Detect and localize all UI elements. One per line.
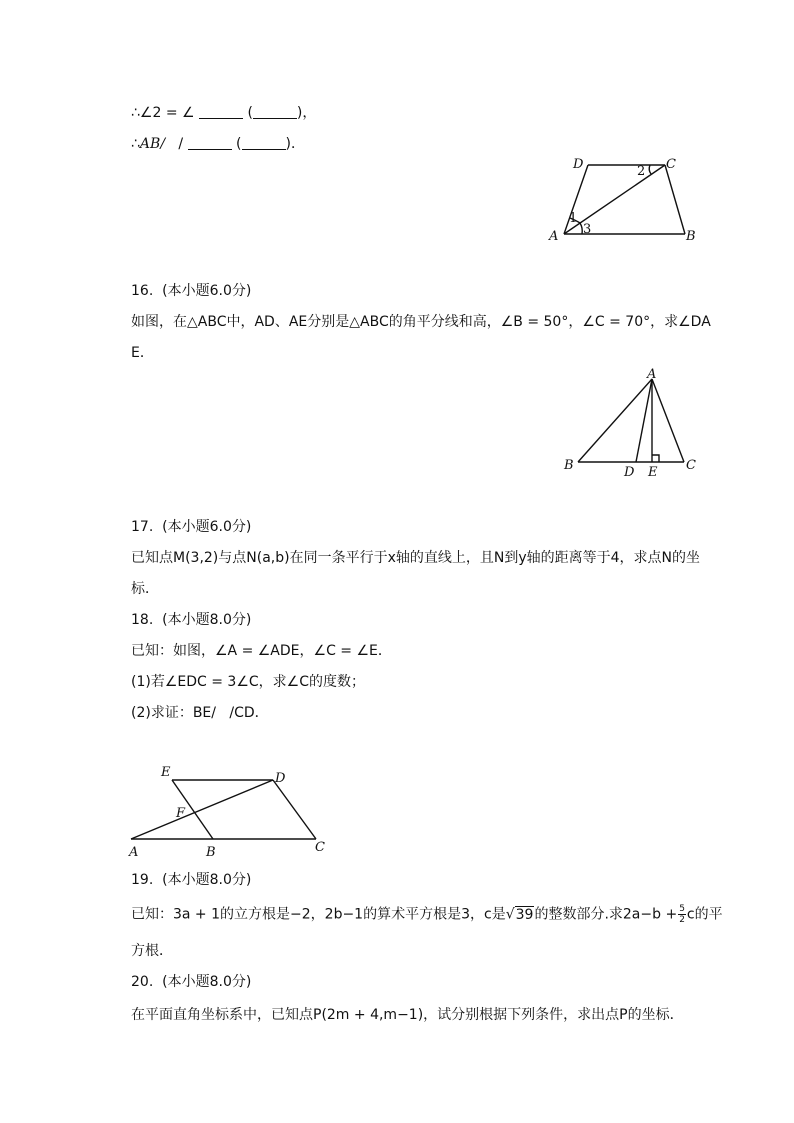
label-c: C [666, 157, 676, 172]
angle-label-1: 1 [569, 211, 578, 226]
paren-open: ( [236, 136, 242, 152]
q20-header: 20. (本小题8.0分) [131, 974, 252, 990]
ab-label: AB/ [139, 136, 166, 152]
q19-header: 19. (本小题8.0分) [131, 872, 252, 888]
label-d: D [624, 465, 635, 480]
slash: / [178, 136, 184, 152]
label-f: F [176, 806, 186, 821]
label-a: A [549, 229, 559, 244]
q15-line-1-prefix: ∴∠2 = ∠ [131, 105, 195, 121]
paren-close: )． [285, 136, 305, 152]
q18-text-3: (2)求证：BE/ /CD． [131, 705, 269, 721]
label-b: B [564, 458, 574, 473]
label-c: C [686, 458, 696, 473]
q19-text-a: 已知：3a + 1的立方根是−2，2b−1的算术平方根是3，c是 [131, 906, 506, 923]
fraction [678, 904, 686, 925]
sqrt-symbol: √ [505, 906, 515, 923]
label-e: E [161, 765, 171, 780]
q16-text-1: 如图，在△ABC中，AD、AE分别是△ABC的角平分线和高，∠B = 50°，∠C = 70°，求∠DA [131, 314, 711, 330]
paren-close: )， [296, 105, 317, 121]
label-a: A [647, 367, 657, 382]
label-a: A [129, 845, 139, 860]
q19-text-b: 的整数部分.求2a−b + [534, 906, 678, 923]
q18-header: 18. (本小题8.0分) [131, 612, 252, 628]
q16-text-2: E． [131, 345, 154, 361]
q20-text-1: 在平面直角坐标系中，已知点P(2m + 4,m−1)，试分别根据下列条件，求出点P的坐标． [131, 1007, 684, 1023]
label-b: B [206, 845, 216, 860]
q16-header: 16. (本小题6.0分) [131, 283, 252, 299]
label-b: B [686, 229, 696, 244]
angle-label-2: 2 [637, 164, 646, 179]
label-e: E [648, 465, 658, 480]
q18-text-2: (1)若∠EDC = 3∠C，求∠C的度数； [131, 674, 365, 690]
q17-text-2: 标． [131, 581, 159, 597]
fraction-denominator: 2 [679, 915, 685, 925]
segment-ad [131, 780, 273, 839]
q19-text-c: c的平 [686, 906, 723, 923]
sqrt-radicand: 39 [515, 906, 534, 923]
label-c: C [315, 840, 325, 855]
q17-text-1: 已知点M(3,2)与点N(a,b)在同一条平行于x轴的直线上，且N到y轴的距离等于4，求点N的坐 [131, 550, 701, 566]
q17-header: 17. (本小题6.0分) [131, 519, 252, 535]
label-d: D [573, 157, 584, 172]
paren-open: ( [247, 105, 253, 121]
q19-text-1 [131, 904, 723, 925]
segment-cd [273, 780, 316, 839]
q18-text-1: 已知：如图，∠A = ∠ADE，∠C = ∠E． [131, 643, 392, 659]
fraction-numerator: 5 [679, 904, 685, 914]
label-d: D [275, 771, 286, 786]
q19-text-2: 方根． [131, 943, 173, 959]
angle-label-3: 3 [583, 222, 592, 237]
therefore-symbol: ∴ [131, 136, 140, 152]
